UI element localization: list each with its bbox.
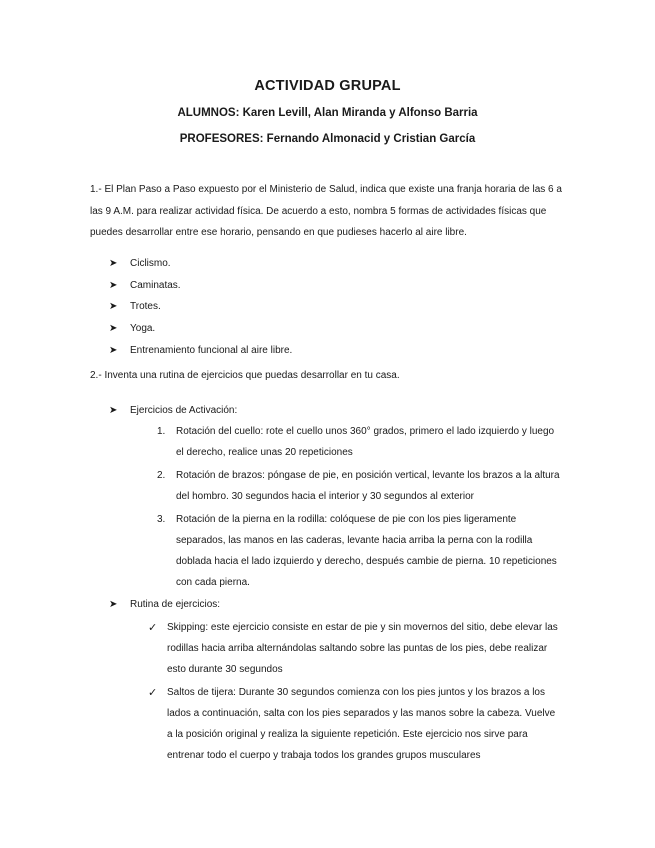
checkmark-icon: ✓ bbox=[148, 622, 158, 634]
activation-item: Rotación del cuello: rote el cuello unos 360° grados, primero el lado izquierdo y luego el derecho, realice unas 20 repeticiones bbox=[176, 426, 555, 458]
arrow-bullet-icon: ➤ bbox=[109, 405, 118, 416]
teachers-line: PROFESORES: Fernando Almonacid y Cristian García bbox=[179, 133, 476, 145]
arrow-bullet-icon: ➤ bbox=[109, 323, 118, 334]
list-number: 2. bbox=[157, 470, 166, 481]
checkmark-icon: ✓ bbox=[148, 687, 158, 699]
arrow-bullet-icon: ➤ bbox=[109, 599, 118, 610]
routine-item: Skipping: este ejercicio consiste en estar de pie y sin movernos del sitio, debe elevar las rodillas hacia arriba alternándolas saltando sobre las puntas de los pies, debe realizar esto durante 30 segundos bbox=[167, 622, 558, 675]
routine-item: Saltos de tijera: Durante 30 segundos comienza con los pies juntos y los brazos a los lados a continuación, salta con los pies separados y las manos sobre la cabeza. Vuelve a la posición original y realiza la siguiente repetición. Este ejercicio nos sirve para entrenar todo el cuerpo y trabaja todos los grandes grupos musculares bbox=[167, 687, 556, 761]
list-item: Entrenamiento funcional al aire libre. bbox=[130, 345, 293, 356]
list-item: Ciclismo. bbox=[130, 258, 171, 269]
list-number: 1. bbox=[157, 426, 166, 437]
arrow-bullet-icon: ➤ bbox=[109, 258, 118, 269]
arrow-bullet-icon: ➤ bbox=[109, 301, 118, 312]
list-item: Yoga. bbox=[130, 323, 156, 334]
list-item: Trotes. bbox=[130, 301, 161, 312]
arrow-bullet-icon: ➤ bbox=[109, 345, 118, 356]
doc-title: ACTIVIDAD GRUPAL bbox=[254, 78, 401, 94]
arrow-bullet-icon: ➤ bbox=[109, 280, 118, 291]
routine-label: Rutina de ejercicios: bbox=[130, 599, 221, 610]
activation-label: Ejercicios de Activación: bbox=[130, 405, 238, 416]
question-1: 1.- El Plan Paso a Paso expuesto por el Ministerio de Salud, indica que existe una franja horaria de las 6 a las 9 A.M. para realizar actividad física. De acuerdo a esto, nombra 5 formas de actividades físicas que puedes desarrollar entre ese horario, pensando en que pudieses hacerlo al aire libre. bbox=[90, 184, 562, 238]
students-line: ALUMNOS: Karen Levill, Alan Miranda y Alfonso Barria bbox=[177, 107, 478, 119]
list-item: Caminatas. bbox=[130, 280, 181, 291]
question-2: 2.- Inventa una rutina de ejercicios que puedas desarrollar en tu casa. bbox=[90, 370, 400, 381]
activation-item: Rotación de la pierna en la rodilla: colóquese de pie con los pies ligeramente separados, las manos en las caderas, levante hacia arriba la perna con la rodilla doblada hacia el lado izquierdo y derecho, después cambie de pierna. 10 repeticiones con cada pierna. bbox=[176, 514, 557, 588]
activation-item: Rotación de brazos: póngase de pie, en posición vertical, levante los brazos a la altura del hombro. 30 segundos hacia el interior y 30 segundos al exterior bbox=[176, 470, 560, 502]
list-number: 3. bbox=[157, 514, 166, 525]
